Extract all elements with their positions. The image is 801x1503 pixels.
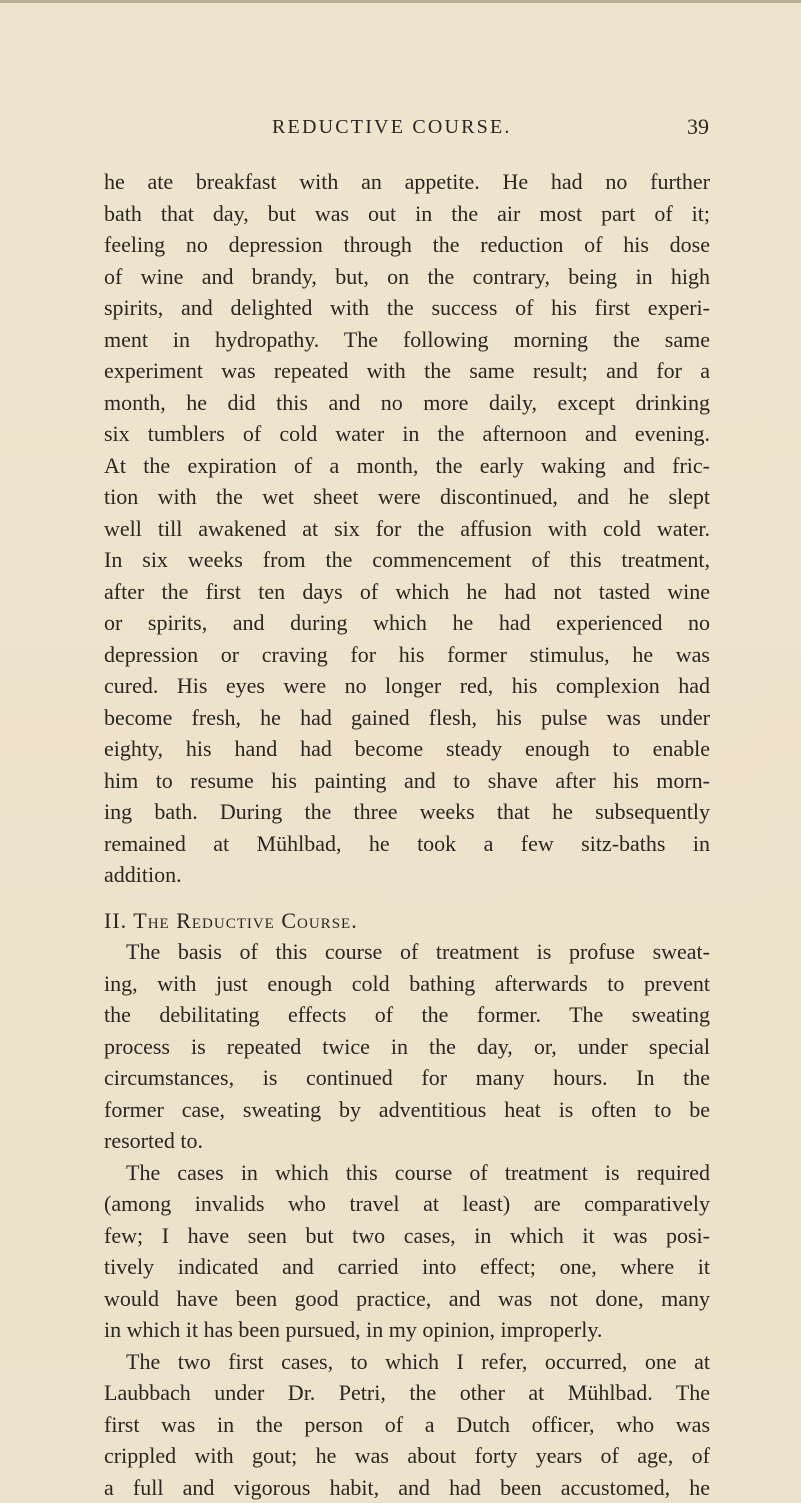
text-line: eighty, his hand had become steady enough to enable xyxy=(104,733,710,765)
text-line: him to resume his painting and to shave after his morn- xyxy=(104,765,710,797)
section-heading: II. The Reductive Course. xyxy=(104,905,710,937)
text-line: At the expiration of a month, the early waking and fric- xyxy=(104,450,710,482)
text-line: of wine and brandy, but, on the contrary, being in high xyxy=(104,261,710,293)
text-line: become fresh, he had gained flesh, his pulse was under xyxy=(104,702,710,734)
text-line: well till awakened at six for the affusion with cold water. xyxy=(104,513,710,545)
running-title: REDUCTIVE COURSE. xyxy=(272,112,512,142)
text-line: first was in the person of a Dutch officer, who was xyxy=(104,1409,710,1441)
text-line: remained at Mühlbad, he took a few sitz-baths in xyxy=(104,828,710,860)
running-head xyxy=(0,112,801,142)
text-line: In six weeks from the commencement of this treatment, xyxy=(104,544,710,576)
text-line: bath that day, but was out in the air most part of it; xyxy=(104,198,710,230)
text-line: former case, sweating by adventitious heat is often to be xyxy=(104,1094,710,1126)
text-line: spirits, and delighted with the success of his first experi- xyxy=(104,292,710,324)
body-text xyxy=(104,166,710,1503)
paragraph-continued xyxy=(104,166,710,891)
text-line: cured. His eyes were no longer red, his complexion had xyxy=(104,670,710,702)
text-line: circumstances, is continued for many hours. In the xyxy=(104,1062,710,1094)
text-line: addition. xyxy=(104,859,710,891)
text-line: The basis of this course of treatment is profuse sweat- xyxy=(104,936,710,968)
text-line: process is repeated twice in the day, or, under special xyxy=(104,1031,710,1063)
text-line: or spirits, and during which he had experienced no xyxy=(104,607,710,639)
text-line: month, he did this and no more daily, except drinking xyxy=(104,387,710,419)
text-line: a full and vigorous habit, and had been accustomed, he xyxy=(104,1472,710,1503)
page-top-edge xyxy=(0,0,801,3)
text-line: ment in hydropathy. The following morning the same xyxy=(104,324,710,356)
text-line: ing bath. During the three weeks that he subsequently xyxy=(104,796,710,828)
text-line: tively indicated and carried into effect; one, where it xyxy=(104,1251,710,1283)
text-line: crippled with gout; he was about forty years of age, of xyxy=(104,1440,710,1472)
text-line: in which it has been pursued, in my opinion, improperly. xyxy=(104,1314,710,1346)
text-line: he ate breakfast with an appetite. He had no further xyxy=(104,166,710,198)
paragraph xyxy=(104,936,710,1157)
text-line: feeling no depression through the reduction of his dose xyxy=(104,229,710,261)
text-line: depression or craving for his former stimulus, he was xyxy=(104,639,710,671)
paragraph xyxy=(104,1157,710,1346)
text-line: tion with the wet sheet were discontinued, and he slept xyxy=(104,481,710,513)
text-line: Laubbach under Dr. Petri, the other at Mühlbad. The xyxy=(104,1377,710,1409)
text-line: experiment was repeated with the same result; and for a xyxy=(104,355,710,387)
text-line: the debilitating effects of the former. The sweating xyxy=(104,999,710,1031)
text-line: six tumblers of cold water in the afternoon and evening. xyxy=(104,418,710,450)
text-line: The cases in which this course of treatment is required xyxy=(104,1157,710,1189)
text-line: ing, with just enough cold bathing afterwards to prevent xyxy=(104,968,710,1000)
text-line: The two first cases, to which I refer, occurred, one at xyxy=(104,1346,710,1378)
text-line: resorted to. xyxy=(104,1125,710,1157)
text-line: after the first ten days of which he had not tasted wine xyxy=(104,576,710,608)
paragraph xyxy=(104,1346,710,1503)
text-line: would have been good practice, and was not done, many xyxy=(104,1283,710,1315)
text-line: few; I have seen but two cases, in which it was posi- xyxy=(104,1220,710,1252)
page-number: 39 xyxy=(687,112,709,142)
text-line: (among invalids who travel at least) are comparatively xyxy=(104,1188,710,1220)
